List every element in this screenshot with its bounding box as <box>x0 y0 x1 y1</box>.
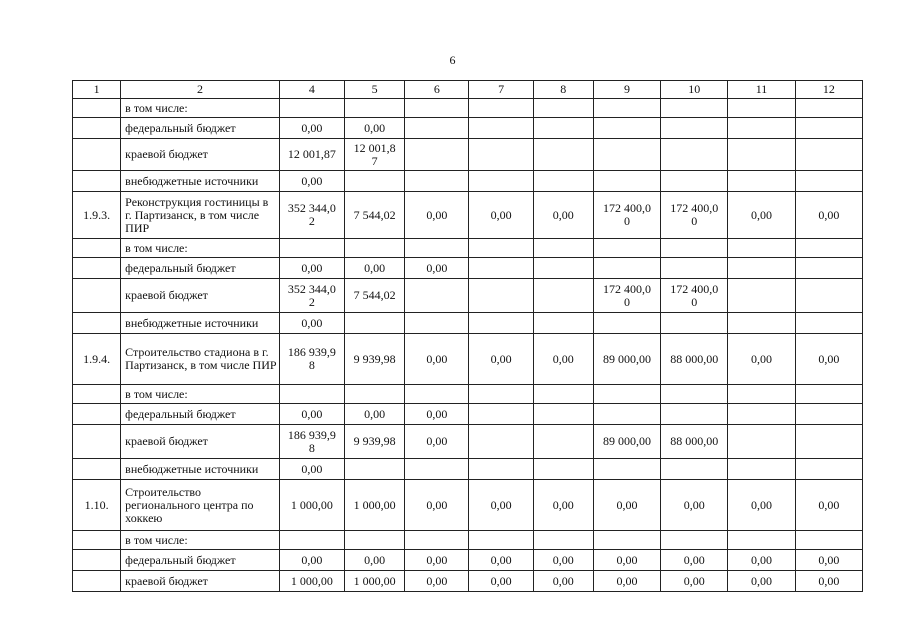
row-name-cell: краевой бюджет <box>121 279 280 313</box>
value-cell <box>345 313 405 334</box>
column-header: 6 <box>405 81 469 99</box>
table-row <box>73 571 863 592</box>
page-number: 6 <box>449 53 456 67</box>
value-cell: 0,00 <box>795 334 862 385</box>
value-cell: 0,00 <box>469 571 533 592</box>
value-cell <box>469 99 533 118</box>
value-cell: 88 000,00 <box>661 334 728 385</box>
value-cell: 0,00 <box>405 480 469 531</box>
value-cell: 9 939,98 <box>345 334 405 385</box>
value-cell: 0,00 <box>345 118 405 139</box>
row-name-cell: краевой бюджет <box>121 139 280 171</box>
value-cell: 0,00 <box>405 192 469 239</box>
value-cell <box>405 313 469 334</box>
value-cell: 0,00 <box>728 550 795 571</box>
value-cell: 0,00 <box>533 192 593 239</box>
value-cell: 0,00 <box>661 480 728 531</box>
value-cell <box>593 459 660 480</box>
value-cell <box>593 531 660 550</box>
value-cell: 89 000,00 <box>593 425 660 459</box>
column-header: 10 <box>661 81 728 99</box>
value-cell: 0,00 <box>533 571 593 592</box>
table-row <box>73 531 863 550</box>
value-cell <box>279 385 344 404</box>
value-cell <box>593 385 660 404</box>
value-cell <box>795 99 862 118</box>
value-cell: 0,00 <box>405 550 469 571</box>
value-cell <box>469 139 533 171</box>
value-cell <box>405 279 469 313</box>
value-cell <box>279 239 344 258</box>
value-cell <box>593 258 660 279</box>
value-cell <box>795 385 862 404</box>
value-cell <box>533 171 593 192</box>
row-name-cell: в том числе: <box>121 239 280 258</box>
value-cell <box>469 118 533 139</box>
value-cell <box>469 239 533 258</box>
value-cell <box>795 459 862 480</box>
table-row <box>73 459 863 480</box>
value-cell <box>728 99 795 118</box>
value-cell: 1 000,00 <box>279 571 344 592</box>
value-cell: 0,00 <box>593 571 660 592</box>
value-cell <box>728 385 795 404</box>
column-header: 5 <box>345 81 405 99</box>
value-cell: 186 939,9 8 <box>279 334 344 385</box>
value-cell: 186 939,9 8 <box>279 425 344 459</box>
value-cell: 0,00 <box>345 404 405 425</box>
value-cell: 0,00 <box>279 313 344 334</box>
row-name-cell: краевой бюджет <box>121 425 280 459</box>
value-cell: 1 000,00 <box>345 480 405 531</box>
table-row <box>73 425 863 459</box>
value-cell <box>661 313 728 334</box>
value-cell: 12 001,87 <box>279 139 344 171</box>
value-cell: 0,00 <box>661 571 728 592</box>
value-cell: 0,00 <box>469 550 533 571</box>
value-cell: 0,00 <box>593 550 660 571</box>
row-name-cell: краевой бюджет <box>121 571 280 592</box>
value-cell: 172 400,0 0 <box>661 192 728 239</box>
value-cell <box>405 459 469 480</box>
value-cell: 0,00 <box>279 171 344 192</box>
row-name-cell: Реконструкция гостиницы в г. Партизанск, в том числе ПИР <box>121 192 280 239</box>
table-row <box>73 139 863 171</box>
row-number-cell <box>73 258 121 279</box>
value-cell: 0,00 <box>795 192 862 239</box>
row-name-cell: федеральный бюджет <box>121 118 280 139</box>
budget-table <box>72 80 863 592</box>
value-cell <box>405 139 469 171</box>
value-cell <box>661 404 728 425</box>
value-cell <box>405 239 469 258</box>
row-number-cell <box>73 425 121 459</box>
value-cell <box>593 239 660 258</box>
value-cell <box>661 99 728 118</box>
value-cell <box>728 313 795 334</box>
row-name-cell: федеральный бюджет <box>121 404 280 425</box>
row-number-cell <box>73 313 121 334</box>
value-cell <box>593 139 660 171</box>
row-name-cell: в том числе: <box>121 385 280 404</box>
value-cell <box>405 171 469 192</box>
value-cell: 0,00 <box>405 425 469 459</box>
row-number-cell <box>73 139 121 171</box>
value-cell <box>533 313 593 334</box>
value-cell <box>728 239 795 258</box>
row-number-cell <box>73 99 121 118</box>
value-cell <box>469 258 533 279</box>
row-number-cell: 1.9.4. <box>73 334 121 385</box>
row-number-cell <box>73 239 121 258</box>
row-number-cell <box>73 404 121 425</box>
value-cell <box>533 99 593 118</box>
value-cell <box>469 171 533 192</box>
value-cell: 0,00 <box>279 550 344 571</box>
row-name-cell: Строительство стадиона в г. Партизанск, в том числе ПИР <box>121 334 280 385</box>
row-number-cell <box>73 279 121 313</box>
value-cell <box>469 531 533 550</box>
value-cell <box>728 139 795 171</box>
value-cell <box>661 118 728 139</box>
value-cell <box>345 171 405 192</box>
value-cell: 0,00 <box>345 258 405 279</box>
value-cell <box>405 385 469 404</box>
value-cell <box>279 99 344 118</box>
value-cell: 352 344,0 2 <box>279 192 344 239</box>
value-cell <box>661 385 728 404</box>
value-cell: 7 544,02 <box>345 192 405 239</box>
value-cell <box>405 531 469 550</box>
value-cell: 0,00 <box>593 480 660 531</box>
value-cell: 1 000,00 <box>345 571 405 592</box>
value-cell <box>795 171 862 192</box>
value-cell: 88 000,00 <box>661 425 728 459</box>
row-number-cell <box>73 459 121 480</box>
value-cell <box>593 404 660 425</box>
value-cell <box>728 425 795 459</box>
value-cell: 0,00 <box>728 571 795 592</box>
value-cell <box>661 258 728 279</box>
value-cell <box>533 258 593 279</box>
column-header: 12 <box>795 81 862 99</box>
value-cell: 89 000,00 <box>593 334 660 385</box>
value-cell <box>661 139 728 171</box>
value-cell <box>728 531 795 550</box>
value-cell: 1 000,00 <box>279 480 344 531</box>
value-cell: 0,00 <box>279 118 344 139</box>
value-cell: 0,00 <box>405 404 469 425</box>
value-cell: 0,00 <box>728 334 795 385</box>
value-cell <box>345 531 405 550</box>
value-cell <box>728 171 795 192</box>
table-row <box>73 171 863 192</box>
value-cell <box>661 239 728 258</box>
value-cell <box>795 313 862 334</box>
value-cell: 7 544,02 <box>345 279 405 313</box>
column-header: 8 <box>533 81 593 99</box>
table-body <box>73 99 863 592</box>
column-header: 1 <box>73 81 121 99</box>
value-cell <box>661 171 728 192</box>
value-cell <box>345 459 405 480</box>
value-cell: 0,00 <box>795 550 862 571</box>
value-cell <box>795 239 862 258</box>
value-cell <box>728 258 795 279</box>
value-cell <box>533 531 593 550</box>
value-cell: 12 001,8 7 <box>345 139 405 171</box>
value-cell <box>469 385 533 404</box>
value-cell <box>533 118 593 139</box>
value-cell: 0,00 <box>405 571 469 592</box>
value-cell <box>728 279 795 313</box>
value-cell: 0,00 <box>728 192 795 239</box>
row-number-cell <box>73 550 121 571</box>
value-cell <box>593 118 660 139</box>
value-cell: 0,00 <box>728 480 795 531</box>
row-name-cell: внебюджетные источники <box>121 171 280 192</box>
value-cell <box>533 239 593 258</box>
column-header: 9 <box>593 81 660 99</box>
value-cell: 9 939,98 <box>345 425 405 459</box>
value-cell <box>795 139 862 171</box>
table-row <box>73 279 863 313</box>
row-name-cell: внебюджетные источники <box>121 459 280 480</box>
row-number-cell <box>73 171 121 192</box>
table-row <box>73 385 863 404</box>
column-header: 11 <box>728 81 795 99</box>
table-row <box>73 334 863 385</box>
value-cell: 0,00 <box>533 480 593 531</box>
value-cell: 172 400,0 0 <box>593 279 660 313</box>
value-cell <box>533 459 593 480</box>
value-cell <box>533 139 593 171</box>
value-cell <box>728 459 795 480</box>
value-cell <box>593 99 660 118</box>
value-cell: 0,00 <box>405 258 469 279</box>
value-cell <box>279 531 344 550</box>
table-row <box>73 192 863 239</box>
value-cell <box>405 99 469 118</box>
value-cell: 0,00 <box>345 550 405 571</box>
value-cell <box>469 404 533 425</box>
row-number-cell <box>73 118 121 139</box>
row-number-cell <box>73 385 121 404</box>
value-cell <box>661 531 728 550</box>
value-cell: 0,00 <box>279 404 344 425</box>
table-row <box>73 404 863 425</box>
row-name-cell: Строительство регионального центра по хоккею <box>121 480 280 531</box>
value-cell <box>795 118 862 139</box>
column-header: 2 <box>121 81 280 99</box>
table-row <box>73 99 863 118</box>
value-cell <box>533 385 593 404</box>
value-cell <box>593 171 660 192</box>
table-row <box>73 550 863 571</box>
value-cell <box>533 425 593 459</box>
value-cell: 172 400,0 0 <box>593 192 660 239</box>
value-cell <box>345 99 405 118</box>
table-row <box>73 313 863 334</box>
value-cell <box>469 313 533 334</box>
value-cell: 0,00 <box>795 480 862 531</box>
value-cell <box>469 425 533 459</box>
value-cell: 0,00 <box>533 550 593 571</box>
row-name-cell: в том числе: <box>121 531 280 550</box>
value-cell <box>728 404 795 425</box>
row-name-cell: внебюджетные источники <box>121 313 280 334</box>
value-cell <box>405 118 469 139</box>
value-cell <box>593 313 660 334</box>
row-number-cell <box>73 571 121 592</box>
table-row <box>73 239 863 258</box>
value-cell <box>728 118 795 139</box>
row-name-cell: федеральный бюджет <box>121 550 280 571</box>
row-number-cell: 1.10. <box>73 480 121 531</box>
row-number-cell: 1.9.3. <box>73 192 121 239</box>
value-cell: 352 344,0 2 <box>279 279 344 313</box>
value-cell <box>345 239 405 258</box>
value-cell <box>533 404 593 425</box>
table-row <box>73 258 863 279</box>
value-cell: 0,00 <box>533 334 593 385</box>
value-cell: 0,00 <box>469 334 533 385</box>
header-row <box>73 81 863 99</box>
value-cell <box>533 279 593 313</box>
value-cell: 0,00 <box>469 192 533 239</box>
value-cell <box>661 459 728 480</box>
column-header: 4 <box>279 81 344 99</box>
value-cell <box>469 459 533 480</box>
value-cell <box>345 385 405 404</box>
value-cell <box>795 404 862 425</box>
value-cell: 0,00 <box>469 480 533 531</box>
value-cell <box>795 279 862 313</box>
value-cell: 0,00 <box>661 550 728 571</box>
column-header: 7 <box>469 81 533 99</box>
value-cell <box>795 258 862 279</box>
value-cell: 0,00 <box>405 334 469 385</box>
value-cell: 0,00 <box>795 571 862 592</box>
row-name-cell: в том числе: <box>121 99 280 118</box>
value-cell <box>469 279 533 313</box>
value-cell <box>795 531 862 550</box>
row-number-cell <box>73 531 121 550</box>
value-cell: 172 400,0 0 <box>661 279 728 313</box>
table-row <box>73 118 863 139</box>
value-cell: 0,00 <box>279 258 344 279</box>
table-row <box>73 480 863 531</box>
row-name-cell: федеральный бюджет <box>121 258 280 279</box>
value-cell: 0,00 <box>279 459 344 480</box>
value-cell <box>795 425 862 459</box>
